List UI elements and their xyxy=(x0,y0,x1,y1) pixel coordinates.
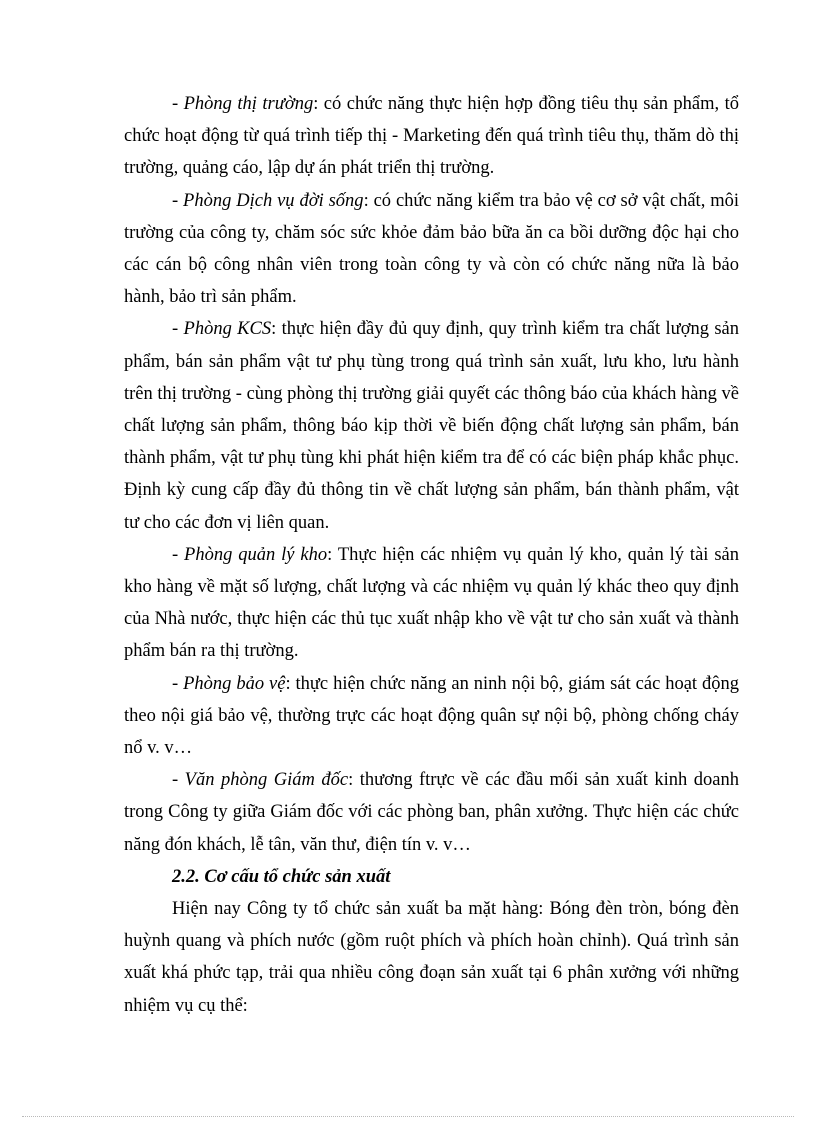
department-description: : Thực hiện các nhiệm vụ quản lý kho, quản lý tài sản kho hàng về mặt số lượng, chất lượng và các nhiệm vụ quản lý khác theo quy định của Nhà nước, thực hiện các thủ tục xuất nhập kho về vật tư cho sản xuất và thành phẩm bán ra thị trường. xyxy=(124,544,739,662)
department-description: : có chức năng kiểm tra bảo vệ cơ sở vật chất, môi trường của công ty, chăm sóc sức khỏe đảm bảo bữa ăn ca bồi dưỡng độc hại cho các cán bộ công nhân viên trong toàn công ty và còn có chức năng nữa là bảo hành, bảo trì sản phẩm. xyxy=(124,190,739,308)
department-description: : có chức năng thực hiện hợp đồng tiêu thụ sản phẩm, tổ chức hoạt động từ quá trình tiếp thị - Marketing đến quá trình tiêu thụ, thăm dò thị trường, quảng cáo, lập dự án phát triển thị trường. xyxy=(124,94,739,179)
paragraph-phong-kcs xyxy=(124,313,739,538)
department-name: - Văn phòng Giám đốc xyxy=(172,770,349,791)
paragraph-van-phong-giam-doc xyxy=(124,764,739,861)
department-name: - Phòng quản lý kho xyxy=(172,544,328,565)
department-name: - Phòng Dịch vụ đời sống xyxy=(172,190,364,211)
department-description: : thương ftrực về các đầu mối sản xuất kinh doanh trong Công ty giữa Giám đốc với các phòng ban, phân xưởng. Thực hiện các chức năng đón khách, lễ tân, văn thư, điện tín v. v… xyxy=(124,770,739,855)
section-heading: 2.2. Cơ cấu tổ chức sản xuất xyxy=(172,866,391,887)
department-description: : thực hiện đầy đủ quy định, quy trình kiểm tra chất lượng sản phẩm, bán sản phẩm vật tư phụ tùng trong quá trình sản xuất, lưu kho, lưu hành trên thị trường - cùng phòng thị trường giải quyết các thông báo của khách hàng về chất lượng sản phẩm, thông báo kịp thời về biến động chất lượng sản phẩm, bán thành phẩm, vật tư phụ tùng khi phát hiện kiểm tra để có các biện pháp khắc phục. Định kỳ cung cấp đầy đủ thông tin về chất lượng sản phẩm, bán thành phẩm, vật tư cho các đơn vị liên quan. xyxy=(124,319,740,533)
paragraph-phong-bao-ve xyxy=(124,668,739,765)
department-name: - Phòng KCS xyxy=(172,319,272,340)
closing-paragraph: Hiện nay Công ty tổ chức sản xuất ba mặt hàng: Bóng đèn tròn, bóng đèn huỳnh quang và phích nước (gồm ruột phích và phích hoàn chỉnh). Quá trình sản xuất khá phức tạp, trải qua nhiều công đoạn sản xuất tại 6 phân xưởng với những nhiệm vụ cụ thể: xyxy=(124,899,739,1016)
department-name: - Phòng thị trường xyxy=(172,94,314,114)
paragraph-phong-quan-ly-kho xyxy=(124,539,739,668)
department-description: : thực hiện chức năng an ninh nội bộ, giám sát các hoạt động theo nội giá bảo vệ, thường trực các hoạt động quân sự nội bộ, phòng chống cháy nổ v. v… xyxy=(124,673,739,759)
paragraph-phong-thi-truong xyxy=(124,88,739,185)
department-name: - Phòng bảo vệ xyxy=(172,673,286,694)
page-bottom-divider xyxy=(22,1116,794,1117)
paragraph-phong-dich-vu-doi-song xyxy=(124,185,739,314)
page-body xyxy=(124,88,739,1022)
